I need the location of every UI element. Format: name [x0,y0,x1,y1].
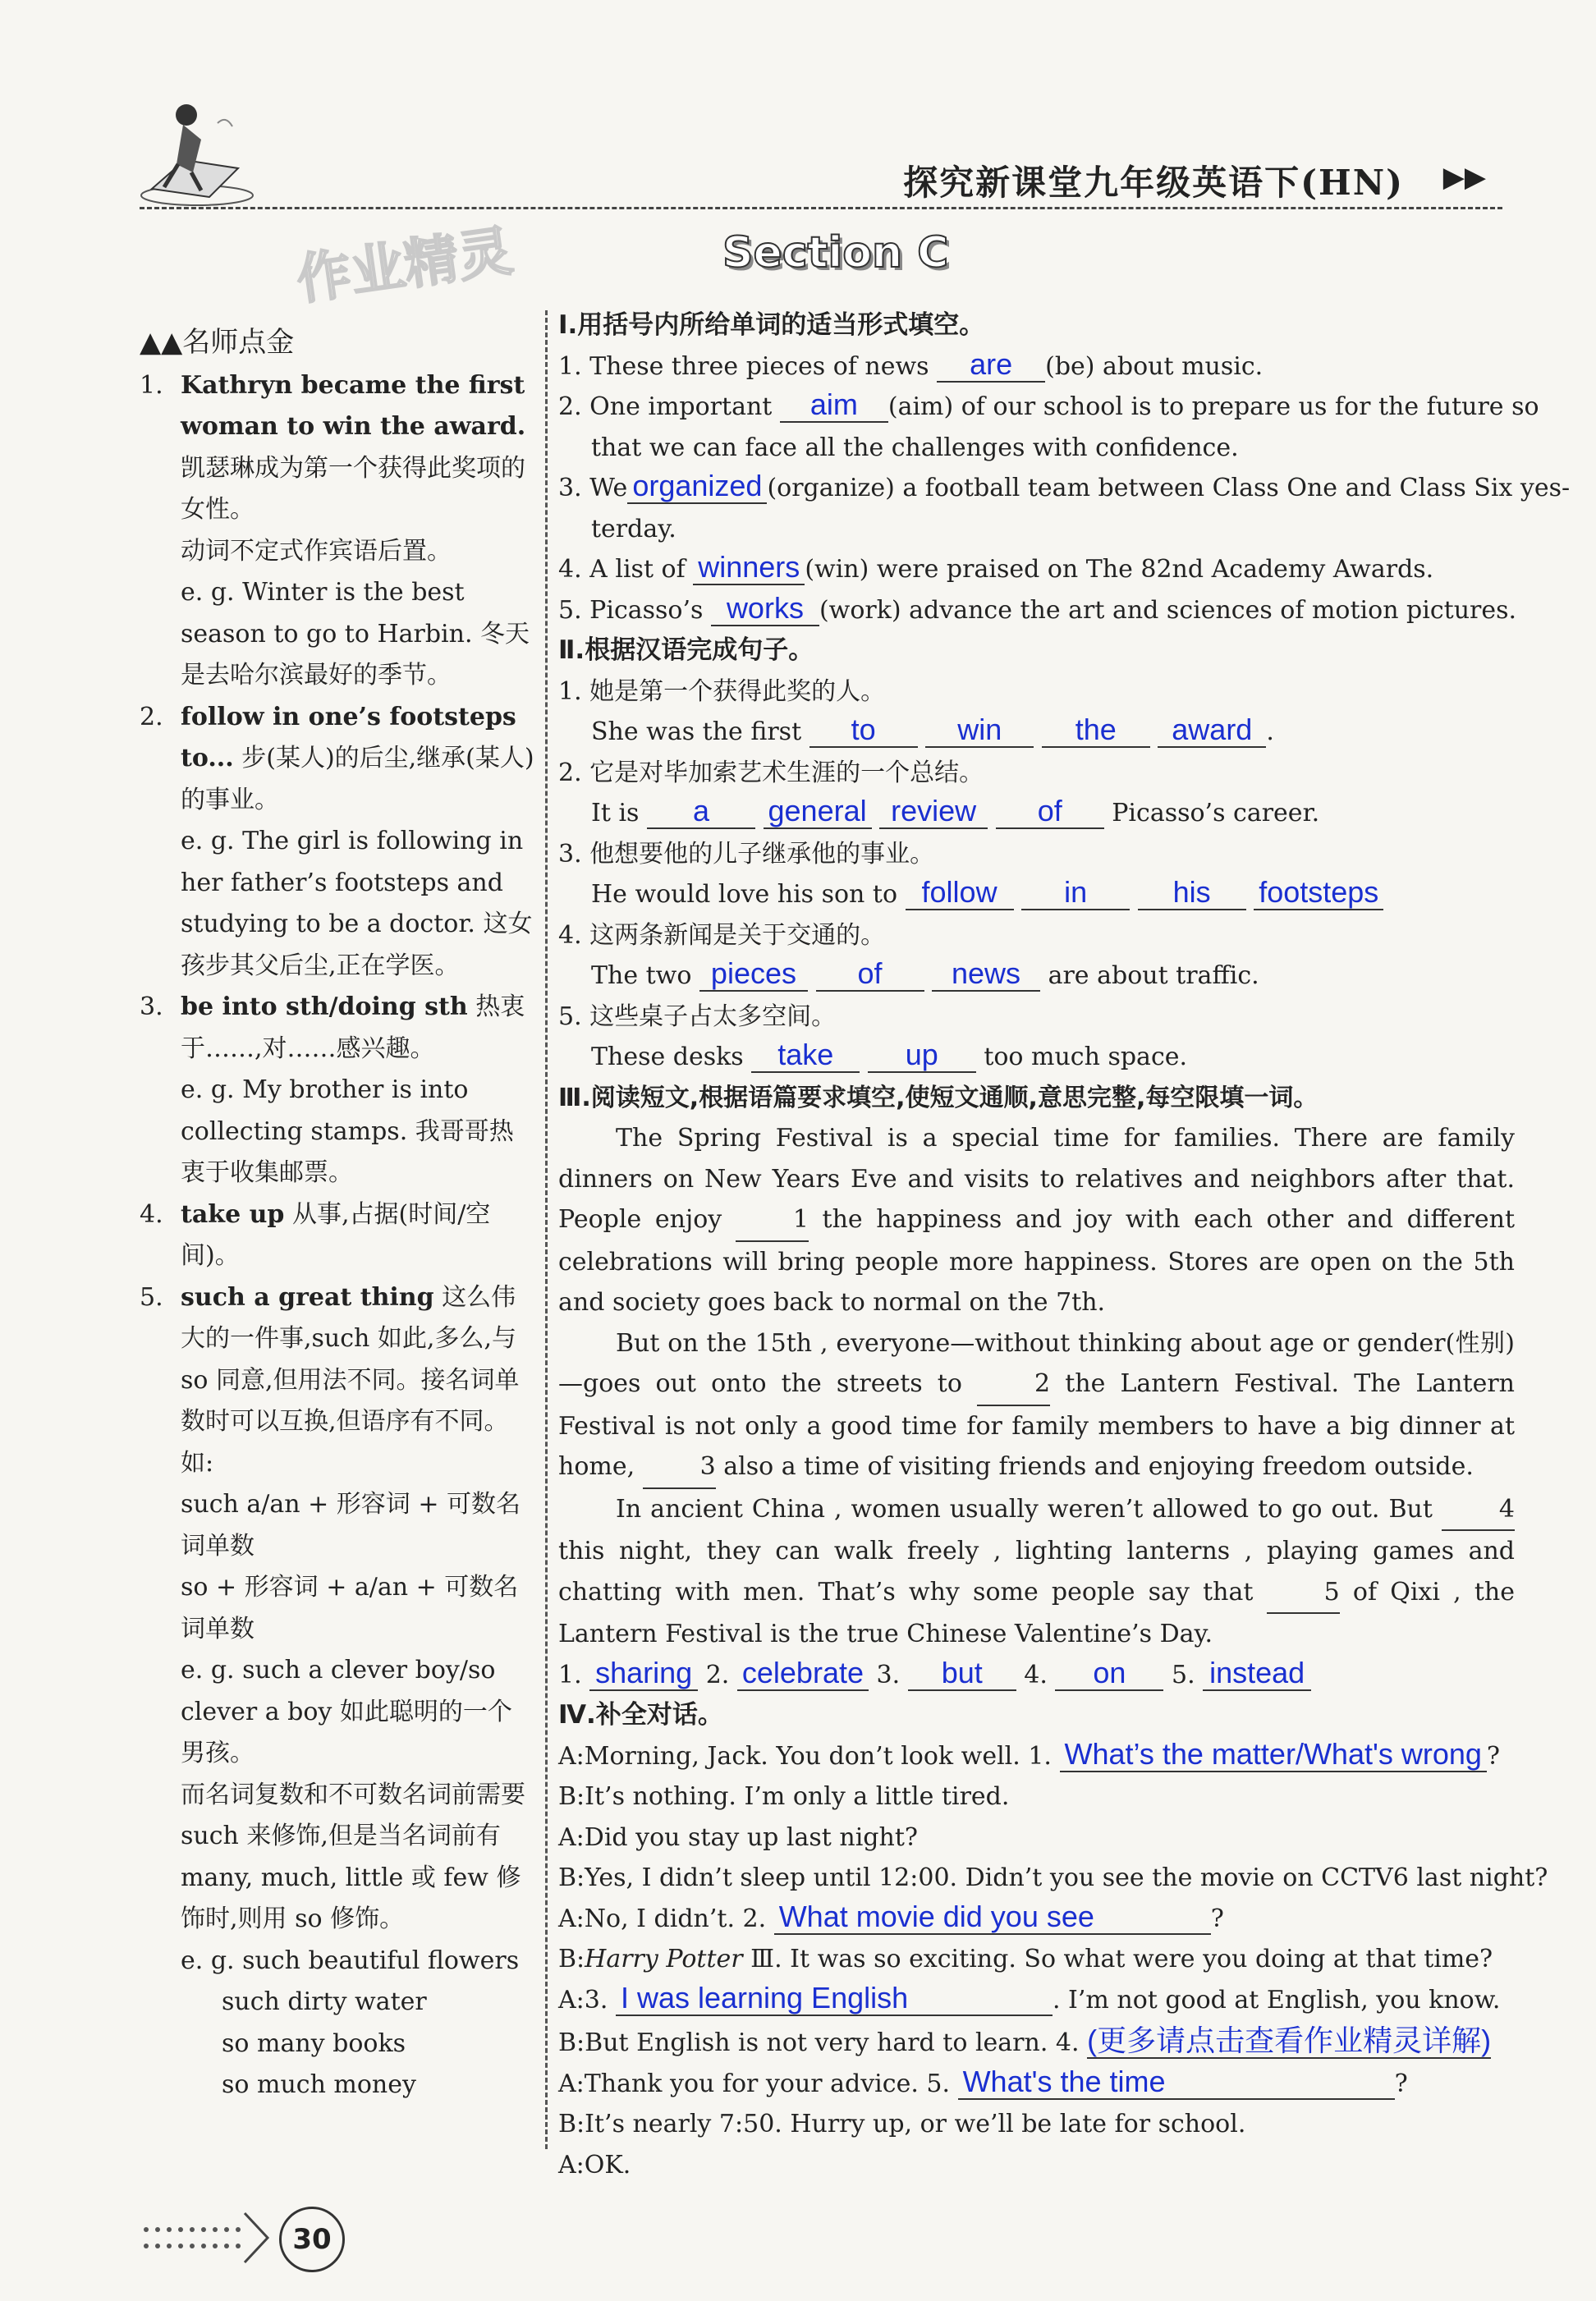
dialog-line: B:But English is not very hard to learn. 4. (更多请点击查看作业精灵详解) [558,2024,1492,2057]
tips-heading: ▲▲名师点金 [140,326,295,359]
tip-phrase: such a great thing [181,1282,434,1312]
book-title: 探究新课堂九年级英语下(HN) [903,163,1404,203]
dialog-line: A:3. I was learning English . I’m not good at English, you know. [558,1980,1501,2015]
answer-blank[interactable]: on [1055,1657,1163,1691]
exercise-line: 5. Picasso’s works (work) advance the art and sciences of motion pictures. [558,590,1517,625]
passage-paragraph: But on the 15th , everyone—without thinking about age or gender(性别)—goes out onto the streets to 2 the Lantern Festival. The Lantern Festival is not only a good time for family members to have a big dinner at home, 3 also a time of visiting friends and enjoying freedom outside. [558,1323,1515,1489]
dialog-line: B:Yes, I didn’t sleep until 12:00. Didn’t you see the movie on CCTV6 last night? [558,1863,1548,1892]
answer-blank[interactable]: organized [627,470,767,504]
triangle-icon: ▲▲ [140,326,183,359]
answer-blank[interactable]: are [937,348,1045,383]
tip-phrase: be into sth/doing sth [181,992,468,1021]
watermark-logo: 作业精灵 [292,218,516,312]
teacher-tips-column [140,322,535,2106]
exercise-line: 3. We organized (organize) a football team between Class One and Class Six yes- [558,469,1571,502]
dialog-line: A:No, I didn’t. 2. What movie did you see ? [558,1899,1224,1933]
answer-blank[interactable]: award [1158,713,1266,748]
passage-paragraph: In ancient China , women usually weren’t allowed to go out. But 4 this night, they can walk freely , lighting lanterns , playing games and chatting with men. That’s why some people say that 5 of Qixi , the Lantern Festival is the true Chinese Valentine’s Day. [558,1489,1515,1655]
dialog-line: B:It’s nearly 7:50. Hurry up, or we’ll be late for school. [558,2110,1246,2138]
answer-blank[interactable]: aim [780,388,888,423]
tip-item: 3. be into sth/doing sth 热衷于……,对……感兴趣。 e. g. My brother is into collecting stamps. 我哥哥热衷于收集邮票。 [140,992,525,1187]
exercise-line: He would love his son to follow in his footsteps [558,874,1515,915]
tip-item: 1. Kathryn became the first woman to win the award. 凯瑟琳成为第一个获得此奖项的女性。 动词不定式作宾语后置。 e. g. Winter is the best season to go to Harbin. 冬天是去哈尔滨最好的季节。 [140,370,530,690]
answer-blank[interactable]: follow [906,876,1014,910]
part1-heading: Ⅰ.用括号内所给单词的适当形式填空。 [558,310,985,340]
dialog-line: A:OK. [558,2150,631,2180]
tip-phrase: Kathryn became the first woman to win the award. [181,370,526,441]
tip-item: 4. take up 从事,占据(时间/空间)。 [140,1199,491,1270]
answer-blank[interactable]: general [764,795,872,829]
tip-phrase: follow in one’s footsteps to... [181,702,516,772]
tip-phrase: take up [181,1199,285,1229]
part3-heading: Ⅲ.阅读短文,根据语篇要求填空,使短文通顺,意思完整,每空限填一词。 [558,1083,1319,1112]
answer-blank[interactable]: but [908,1657,1016,1691]
answer-blank[interactable]: What's the time [958,2065,1395,2100]
exercise-line: The two pieces of news are about traffic. [591,956,1259,990]
answer-row: 1. sharing 2. celebrate 3. but 4. on 5. instead [558,1655,1515,1696]
answer-blank[interactable]: instead [1203,1657,1311,1691]
answer-blank[interactable]: works [711,592,819,626]
dialog-line: B:Harry Potter Ⅲ. It was so exciting. So what were you doing at that time? [558,1945,1493,1973]
answer-blank[interactable]: I was learning English [616,1982,1053,2016]
answer-blank[interactable]: review [879,795,988,829]
answer-blank[interactable]: a [647,795,755,829]
passage-paragraph: The Spring Festival is a special time for families. There are family dinners on New Years Eve and visits to relatives and neighbors after that. People enjoy 1 the happiness and joy with each other and different celebrations will bring people more happiness. Stores are open on the 5th and society goes back to normal on the 7th. [558,1124,1515,1317]
page-number: 30 [279,2207,345,2272]
part2-heading: Ⅱ.根据汉语完成句子。 [558,635,814,665]
answer-blank[interactable]: of [816,957,924,992]
exercise-line: She was the first to win the award . [591,713,1274,746]
footer-arrow-dots-icon [140,2205,271,2271]
answer-blank[interactable]: What movie did you see [774,1900,1211,1935]
answer-blank[interactable]: win [925,713,1034,748]
answer-blank[interactable]: news [932,957,1040,992]
answer-blank[interactable]: of [996,795,1104,829]
header-divider [140,207,1502,209]
exercise-line: It is a general review of Picasso’s career. [591,794,1320,827]
answer-blank[interactable]: to [809,713,918,748]
tip-item: 5. such a great thing 这么伟大的一件事,such 如此,多么,与 so 同意,但用法不同。接名词单数时可以互换,但语序有不同。如: such a/an + 形容词 + 可数名词单数 so + 形容词 + a/an + 可数名词单数 e. g. such a clever boy/so clever a boy 如此聪明的一个男孩。 而名词复数和不可数名词前需要 such 来修饰,但是当名词前有 many, much, little 或 few 修饰时,则用 so 修饰。 e. g. such beautiful flowers such dirty water so many books so much money [140,1282,525,2099]
exercise-line: These desks take up too much space. [591,1038,1188,1071]
exercise-line: 1. These three pieces of news are (be) about music. [558,346,1264,381]
answer-blank[interactable]: What’s the matter/What's wrong [1060,1738,1487,1772]
dialog-line: A:Morning, Jack. You don’t look well. 1. What’s the matter/What's wrong ? [558,1736,1500,1771]
dialog-line: A:Thank you for your advice. 5. What's the time ? [558,2064,1408,2098]
tip-item: 2. follow in one’s footsteps to... 步(某人)的后尘,继承(某人)的事业。 e. g. The girl is following in her father’s footsteps and studying to be a doctor. 这女孩步其父后尘,正在学医。 [140,702,534,980]
answer-blank[interactable]: take [751,1038,860,1073]
exercise-line: 2. One important aim (aim) of our school is to prepare us for the future so [558,387,1539,421]
answer-blank[interactable]: the [1042,713,1150,748]
part4-heading: Ⅳ.补全对话。 [558,1700,723,1730]
view-solution-link[interactable]: (更多请点击查看作业精灵详解) [1087,2024,1492,2057]
page-header [140,107,1502,213]
double-arrow-icon: ▶▶ [1442,161,1486,194]
answer-blank[interactable]: pieces [699,957,808,992]
answer-blank[interactable]: footsteps [1254,876,1383,910]
answer-blank[interactable]: celebrate [737,1657,869,1691]
answer-blank[interactable]: up [868,1038,976,1073]
section-title: Section C [722,228,949,277]
answer-blank[interactable]: winners [693,551,805,585]
exercise-line: 4. A list of winners (win) were praised on The 82nd Academy Awards. [558,550,1434,584]
exercise-column: Ⅰ.用括号内所给单词的适当形式填空。 1. These three pieces of news are (be) about music. 2. One important aim (aim) of our school is to prepare us for the future so that we can face all the challenges with confidence. 3. We organized (organize) a football team between Class One and Class Six yes- terday. 4. A list of winners (win) were praised on The 82nd Academy Awards. 5. Picasso’s works (work) advance the art and sciences of motion pictures. Ⅱ.根据汉语完成句子。 1. 她是第一个获得此奖的人。 She was the first to win the award . 2. 它是对毕加索艺术生涯的一个总结。 It is a general review of Picasso’s career. 3. 他想要他的儿子继承他的事业。 He would love his son to follow in his footsteps 4. 这两条新闻是关于交通的。 The two pieces of news are about traffic. 5. 这些桌子占太多空间。 These desks take up too much space. Ⅲ.阅读短文,根据语篇要求填空,使短文通顺,意思完整,每空限填一词。 The Spring Festival is a special time for families. There are family dinners on New Years Eve and visits to relatives and neighbors after that. People enjoy 1 the happiness and joy with each other and different celebrations will bring people more happiness. Stores are open on the 5th and society goes back to normal on the 7th. But on the 15th , everyone—without thinking about age or gender(性别)—goes out onto the streets to 2 the Lantern Festival. The Lantern Festival is not only a good time for family members to have a big dinner at home, 3 also a time of visiting friends and enjoying freedom outside. In ancient China , women usually weren’t allowed to go out. But 4 this night, they can walk freely , lighting lanterns , playing games and chatting with men. That’s why some people say that 5 of Qixi , the Lantern Festival is the true Chinese Valentine’s Day. 1. sharing 2. celebrate 3. but 4. on 5. instead Ⅳ.补全对话。 A:Morning, Jack. You don’t look well. 1. What’s the matter/What's wrong ? B:It’s nothing. I’m only a little tired. A:Did you stay up last night? B:Yes, I didn’t sleep until 12:00. Didn’t you see the movie on CCTV6 last night? A:No, I didn’t. 2. What movie did you see ? B:Harry Potter Ⅲ. It was so exciting. So what were you doing at that time? A:3. I was learning English . I’m not good at English, you know. B:But English is not very hard to learn. 4. (更多请点击查看作业精灵详解) A:Thank you for your advice. 5. What's the time ? B:It’s nearly 7:50. Hurry up, or we’ll be late for school. A:OK. [558,305,1515,2185]
answer-blank[interactable]: in [1021,876,1130,910]
column-divider [545,310,548,2149]
answer-blank[interactable]: his [1138,876,1246,910]
answer-blank[interactable]: sharing [589,1657,698,1691]
dialog-line: B:It’s nothing. I’m only a little tired. [558,1782,1010,1811]
dialog-line: A:Did you stay up last night? [558,1822,918,1852]
